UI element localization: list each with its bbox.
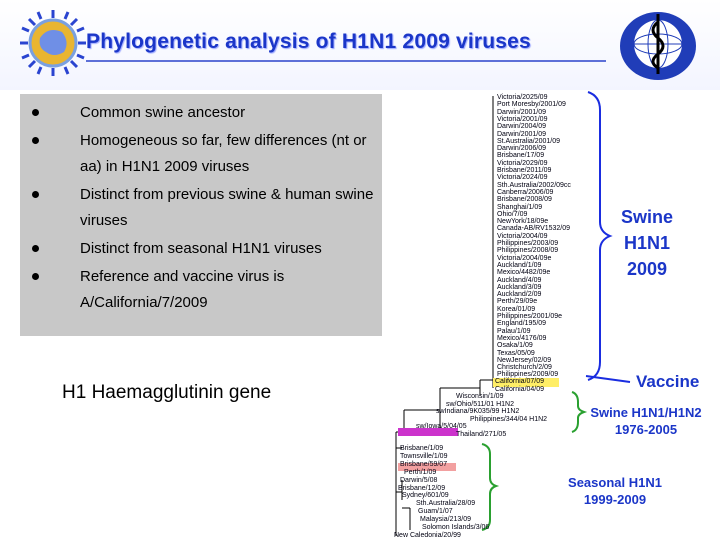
tree-leaf-label: Perth/1/09 <box>404 468 437 476</box>
tree-leaf-label: Townsville/1/09 <box>400 452 448 460</box>
tree-leaf-label: Mexico/4482/09e <box>497 269 551 277</box>
tree-leaf-label: Sydney/601/09 <box>402 492 449 500</box>
tree-leaf-label: Palau/1/09 <box>497 327 531 335</box>
tree-leaf-label: swIndiana/9K035/99 H1N2 <box>436 408 520 416</box>
tree-leaf-label: sw/Ohio/511/01 H1N2 <box>446 400 514 408</box>
bullet-text: Reference and vaccine virus is A/California/7/2009 <box>80 268 285 311</box>
tree-leaf-label: Sth.Australia/2002/09cc <box>497 181 571 189</box>
tree-leaf-label: sw/Iowa/5/04/05 <box>416 423 467 431</box>
tree-leaf-label: Brisbane/2011/09 <box>497 167 552 174</box>
tree-leaf-label: Osaka/1/09 <box>497 342 533 350</box>
group-label-swine-old: Swine H1N1/H1N2 1976-2005 <box>590 405 702 437</box>
bullet-text: Common swine ancestor <box>80 104 246 121</box>
tree-leaf-label: Darwin/2001/09 <box>497 108 547 116</box>
tree-leaf-label: Darwin/5/08 <box>400 476 438 484</box>
tree-leaf-label: Philippines/2003/09 <box>497 240 559 247</box>
bullet-text: Distinct from previous swine & human swine viruses <box>80 186 374 229</box>
tree-leaf-label: Darwin/2006/09 <box>497 145 547 153</box>
tree-leaf-label: Victoria/2001/09 <box>497 115 548 123</box>
tree-leaf-label: NewYork/18/09e <box>497 218 549 226</box>
tree-leaf-label: Mexico/4176/09 <box>497 334 547 342</box>
tree-leaf-label: Darwin/2001/09 <box>497 130 547 138</box>
bullet-text: Distinct from seasonal H1N1 viruses <box>80 240 322 257</box>
group-label-swine: Swine H1N1 2009 <box>620 207 673 279</box>
tree-leaf-label: Texas/05/09 <box>497 349 535 357</box>
tree-leaf-label: Port Moresby/2001/09 <box>497 101 566 109</box>
tree-leaf-label: NewJersey/02/09 <box>497 356 552 364</box>
tree-leaf-label: Brisbane/1/09 <box>400 445 444 452</box>
tree-leaf-label: Wisconsin/1/09 <box>456 393 504 400</box>
tree-leaf-label: Shanghai/1/09 <box>497 203 543 211</box>
tree-leaf-label: Philippines/344/04 H1N2 <box>470 415 548 423</box>
tree-leaf-label: Philippines/2001/09e <box>497 313 562 320</box>
tree-leaf-label: Brisbane/2008/09 <box>497 196 552 204</box>
bullet-text: Homogeneous so far, few differences (nt or aa) in H1N1 2009 viruses <box>80 132 367 175</box>
tree-leaf-label: California/07/09 <box>495 378 545 385</box>
tree-leaf-label: Philippines/2008/09 <box>497 247 559 255</box>
tree-leaf-label: Sth.Australia/28/09 <box>416 500 476 508</box>
tree-leaf-label: Victoria/2004/09e <box>497 254 552 262</box>
tree-leaf-label: Auckland/3/09 <box>497 283 542 291</box>
group-label-seasonal: Seasonal H1N1 1999-2009 <box>568 475 662 507</box>
tree-leaf-label: Christchurch/2/09 <box>497 364 552 372</box>
tree-leaf-label: Victoria/2029/09 <box>497 159 548 167</box>
tree-leaf-label: New Caledonia/20/99 <box>394 531 461 539</box>
tree-leaf-label: Victoria/2025/09 <box>497 94 548 101</box>
gene-label: H1 Haemagglutinin gene <box>62 382 272 403</box>
group-label-vaccine: Vaccine <box>636 372 700 391</box>
tree-leaf-label: England/195/09 <box>497 320 547 328</box>
tree-leaf-label: Guam/1/07 <box>418 508 453 516</box>
tree-leaf-label: Victoria/2024/09 <box>497 174 548 182</box>
tree-leaf-label: St.Australia/2001/09 <box>497 137 561 145</box>
tree-leaf-label: Philippines/2009/09 <box>497 371 559 379</box>
tree-leaf-label: Solomon Islands/3/06 <box>422 524 490 531</box>
tree-leaf-label: Perth/29/09e <box>497 298 538 306</box>
tree-leaf-label: Thailand/271/05 <box>456 431 507 438</box>
tree-leaf-label: Brisbane/59/07 <box>400 460 448 468</box>
tree-leaf-label: Brisbane/12/09 <box>398 484 446 492</box>
page-title: Phylogenetic analysis of H1N1 2009 viruses <box>86 30 531 53</box>
tree-leaf-label: California/04/09 <box>495 386 545 393</box>
tree-leaf-label: Korea/01/09 <box>497 305 536 313</box>
tree-leaf-label: Darwin/2004/09 <box>497 123 547 131</box>
tree-leaf-label: Canada-AB/RV1532/09 <box>497 225 571 233</box>
tree-leaf-label: Brisbane/17/09 <box>497 152 545 160</box>
tree-leaf-label: Auckland/4/09 <box>497 276 542 284</box>
tree-leaf-label: Auckland/2/09 <box>497 291 542 299</box>
tree-leaf-label: Ohio/7/09 <box>497 210 528 218</box>
tree-leaf-label: Auckland/1/09 <box>497 261 542 269</box>
tree-leaf-label: Victoria/2004/09 <box>497 232 548 240</box>
tree-leaf-label: Canberra/2006/09 <box>497 188 554 196</box>
tree-leaf-label: Malaysia/213/09 <box>420 516 471 524</box>
